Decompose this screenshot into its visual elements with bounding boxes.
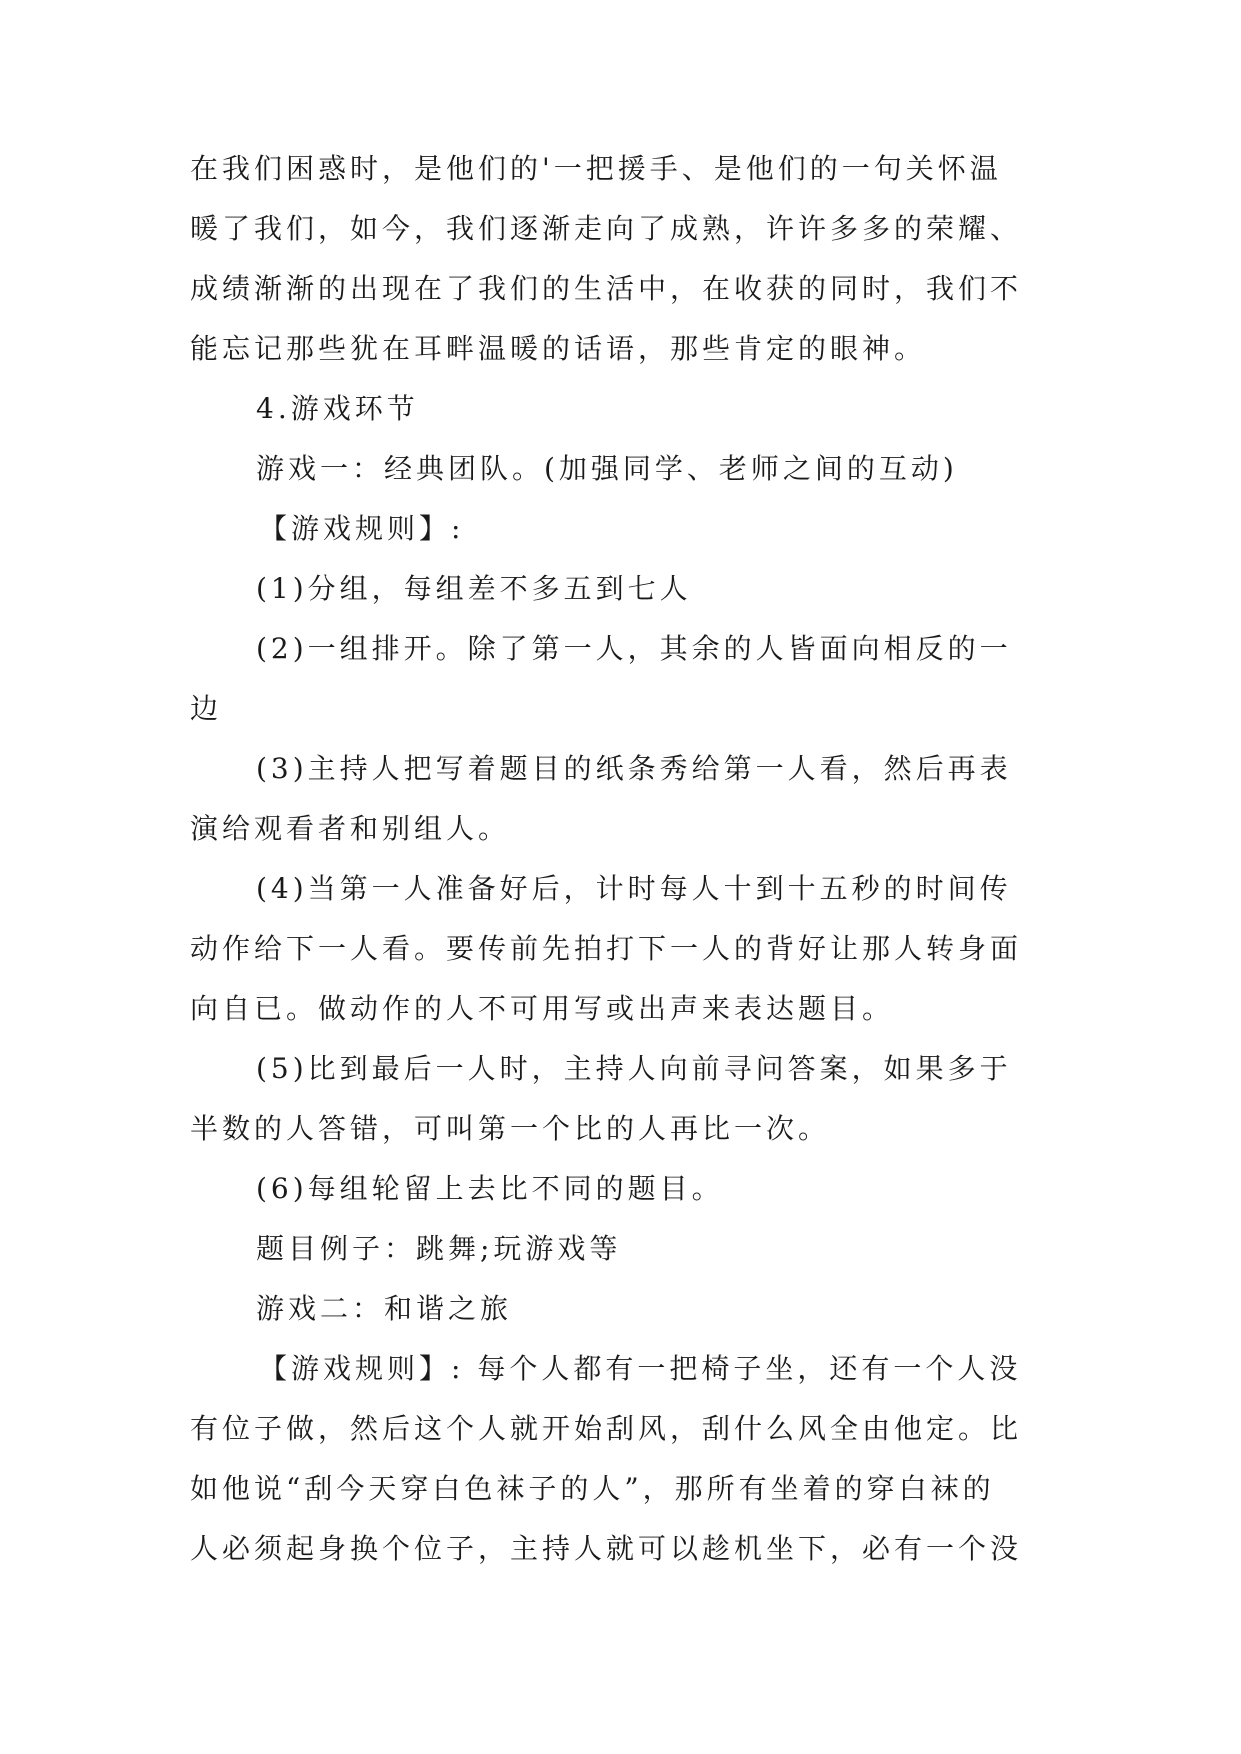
rule-line: 演给观看者和别组人。 (190, 812, 511, 845)
paragraph-line: 在我们困惑时，是他们的'一把援手、是他们的一句关怀温 (190, 152, 1002, 185)
rules-paragraph-line: 人必须起身换个位子，主持人就可以趁机坐下，必有一个没 (190, 1532, 1023, 1565)
rule-line: (1)分组，每组差不多五到七人 (256, 572, 692, 605)
rules-heading: 【游戏规则】: (259, 512, 465, 545)
game-title: 游戏一：经典团队。(加强同学、老师之间的互动) (256, 452, 958, 485)
game-title: 游戏二：和谐之旅 (256, 1292, 513, 1325)
rules-paragraph-line: 有位子做，然后这个人就开始刮风，刮什么风全由他定。比 (190, 1412, 1023, 1445)
rule-line: 边 (190, 692, 223, 725)
paragraph-line: 能忘记那些犹在耳畔温暖的话语，那些肯定的眼神。 (190, 332, 927, 365)
section-heading: 4.游戏环节 (256, 392, 419, 425)
rule-line: (4)当第一人准备好后，计时每人十到十五秒的时间传 (256, 872, 1012, 905)
rule-line: (5)比到最后一人时，主持人向前寻问答案，如果多于 (256, 1052, 1012, 1085)
rules-paragraph-line: 如他说“刮今天穿白色袜子的人”，那所有坐着的穿白袜的 (190, 1472, 995, 1505)
rule-line: (6)每组轮留上去比不同的题目。 (256, 1172, 724, 1205)
rule-line: (3)主持人把写着题目的纸条秀给第一人看，然后再表 (256, 752, 1012, 785)
paragraph-line: 成绩渐渐的出现在了我们的生活中，在收获的同时，我们不 (190, 272, 1023, 305)
rule-line: (2)一组排开。除了第一人，其余的人皆面向相反的一 (256, 632, 1012, 665)
paragraph-line: 暖了我们，如今，我们逐渐走向了成熟，许许多多的荣耀、 (190, 212, 1023, 245)
example-line: 题目例子：跳舞;玩游戏等 (256, 1232, 622, 1265)
rule-line: 向自已。做动作的人不可用写或出声来表达题目。 (190, 992, 895, 1025)
rule-line: 半数的人答错，可叫第一个比的人再比一次。 (190, 1112, 831, 1145)
rule-line: 动作给下一人看。要传前先拍打下一人的背好让那人转身面 (190, 932, 1023, 965)
rules-paragraph-line: 【游戏规则】: 每个人都有一把椅子坐，还有一个人没 (259, 1352, 1022, 1385)
